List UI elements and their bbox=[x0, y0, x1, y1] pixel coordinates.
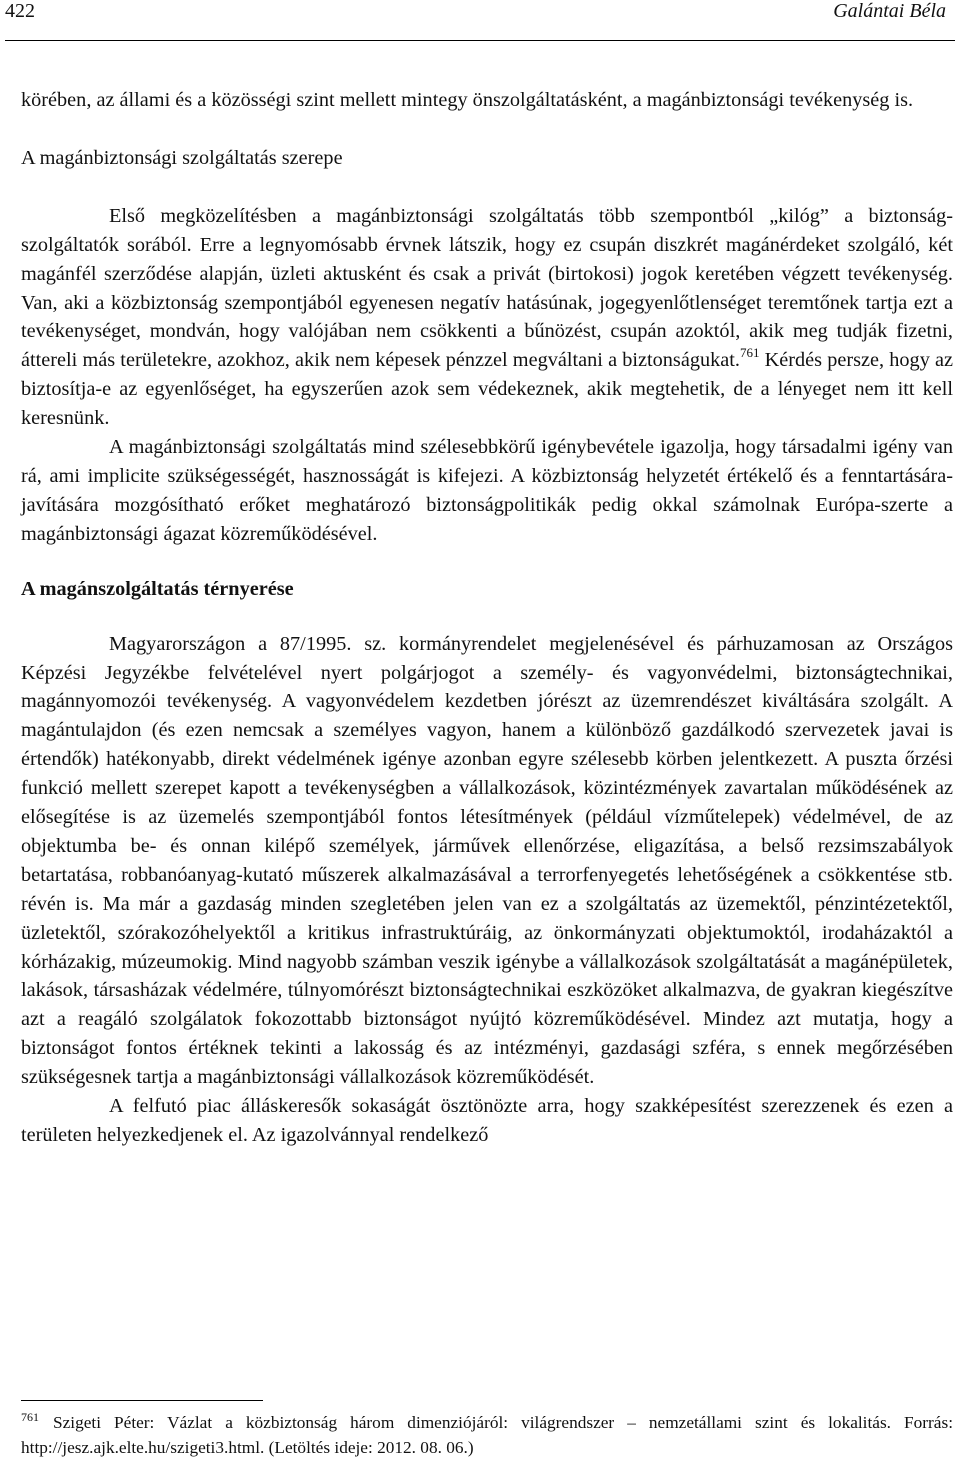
section-heading-role: A magánbiztonsági szolgáltatás szerepe bbox=[21, 146, 343, 169]
paragraph-text: Kérdés persze, hogy az biztosítja-e az egyenlőséget, ha egyszerűen azok sem védekeznek, akik megtehetik, de a lényeget nem itt kell keresnünk. bbox=[21, 349, 954, 430]
section-heading-growth: A magánszolgáltatás térnyerése bbox=[21, 577, 294, 600]
paragraph-continued: körében, az állami és a közösségi szint mellett mintegy önszolgáltatásként, a magánbiztonsági tevékenység is. bbox=[21, 89, 914, 111]
footnote-text: Szigeti Péter: Vázlat a közbiztonság három dimenziójáról: világrendszer – nemzetállami szint és lokalitás. Forrás: http://jesz.ajk.elte.hu/szigeti3.html. (Letöltés ideje: 2012. 08. 06.) bbox=[21, 1413, 953, 1457]
paragraph-text: Első megközelítésben a magánbiztonsági szolgáltatás több szempontból „kilóg” a biztonság-szolgáltatók sorából. Erre a legnyomósabb érvnek látszik, hogy ez csupán diszkrét magánérdeket szolgáló, két magánfél szerződése alapján, üzleti aktusként és csak a privát (birtokosi) jogok keretében végzett tevékenység. Van, aki a közbiztonság szempontjából egyenesen negatív hatásúnak, jogegyenlőtlenséget teremtőnek tartja ezt a tevékenységet, mondván, hogy valójában nem csökkenti a bűnözést, csupán azoktól, akik meg tudják fizetni, áttereli más területekre, azokhoz, akik nem képesek pénzzel megváltani a biztonságukat. bbox=[21, 204, 953, 372]
footnote bbox=[21, 1411, 953, 1460]
paragraph: A magánbiztonsági szolgáltatás mind szélesebbkörű igénybevétele igazolja, hogy társadalmi igény van rá, ami implicite szükségességét, hasznosságát is kifejezi. A közbiztonság helyzetét értékelő és a fenntartására-javítására mozgósítható erőket meghatározó biztonságpolitikák pedig okkal számolnak Európa-szerte a magánbiztonsági ágazat közreműködésével. bbox=[21, 436, 953, 545]
paragraph: Magyarországon a 87/1995. sz. kormányrendelet megjelenésével és párhuzamosan az Országos Képzési Jegyzékbe felvételével nyert polgárjogot a személy- és vagyonvédelmi, biztonságtechnikai, magánnyomozói tevékenység. A vagyonvédelem kezdetben jórészt az üzemrendészet kiváltására szolgált. A magántulajdon (és ezen nemcsak a személyes vagyon, hanem a különböző gazdálkodó szervezetek javai is értendők) hatékonyabb, direkt védelmének igénye azonban egyre szélesebb körben jelentkezett. A puszta őrzési funkció mellett szerepet kapott a tevékenységben a vállalkozások, közintézmények zavartalan működésének az elősegítése is az üzemelés szempontjából fontos létesítmények (például vízműtelepek) védelmével, de az objektumba be- és onnan kilépő személyek, járművek ellenőrzése, eligazítása, a belső rezsimszabályok betartatása, robbanóanyag-kutató műszerek alkalmazásával a terrorfenyegetés lehetőségének a csökkentése stb. révén is. Ma már a gazdaság minden szegletében jelen van ez a szolgáltatás az üzemektől, pénzintézetektől, üzletektől, szórakozóhelyektől a kritikus infrastruktúráig, az önkormányzati objektumoktól, irodaházaktól a kórházakig, múzeumokig. Mind nagyobb számban veszik igénybe a vállalkozások szolgáltatását a magánépületek, lakások, társasházak védelmére, túlnyomórészt biztonságtechnikai eszközöket alkalmazva, de gyakran kiegészítve azt a reagáló szolgálatok fokozottabb biztonságot nyújtó közreműködésével. Mindez azt mutatja, hogy a biztonságot fontos értéknek tekinti a lakosság és az intézményi, gazdasági szféra, s ennek megőrzésében szükségesnek tartja a magánbiztonsági vállalkozások közreműködését. bbox=[21, 632, 953, 1089]
footnote-reference[interactable]: 761 bbox=[739, 344, 760, 360]
paragraph bbox=[21, 202, 953, 433]
running-author: Galántai Béla bbox=[833, 0, 946, 22]
page-body bbox=[21, 86, 953, 1150]
page-number: 422 bbox=[5, 0, 35, 22]
footnote-rule bbox=[21, 1400, 263, 1401]
paragraph: A felfutó piac álláskeresők sokaságát ösztönözte arra, hogy szakképesítést szerezzenek és ezen a területen helyezkedjenek el. Az igazolvánnyal rendelkező bbox=[21, 1095, 953, 1146]
footnote-mark: 761 bbox=[21, 1410, 39, 1424]
header-rule bbox=[5, 40, 955, 41]
